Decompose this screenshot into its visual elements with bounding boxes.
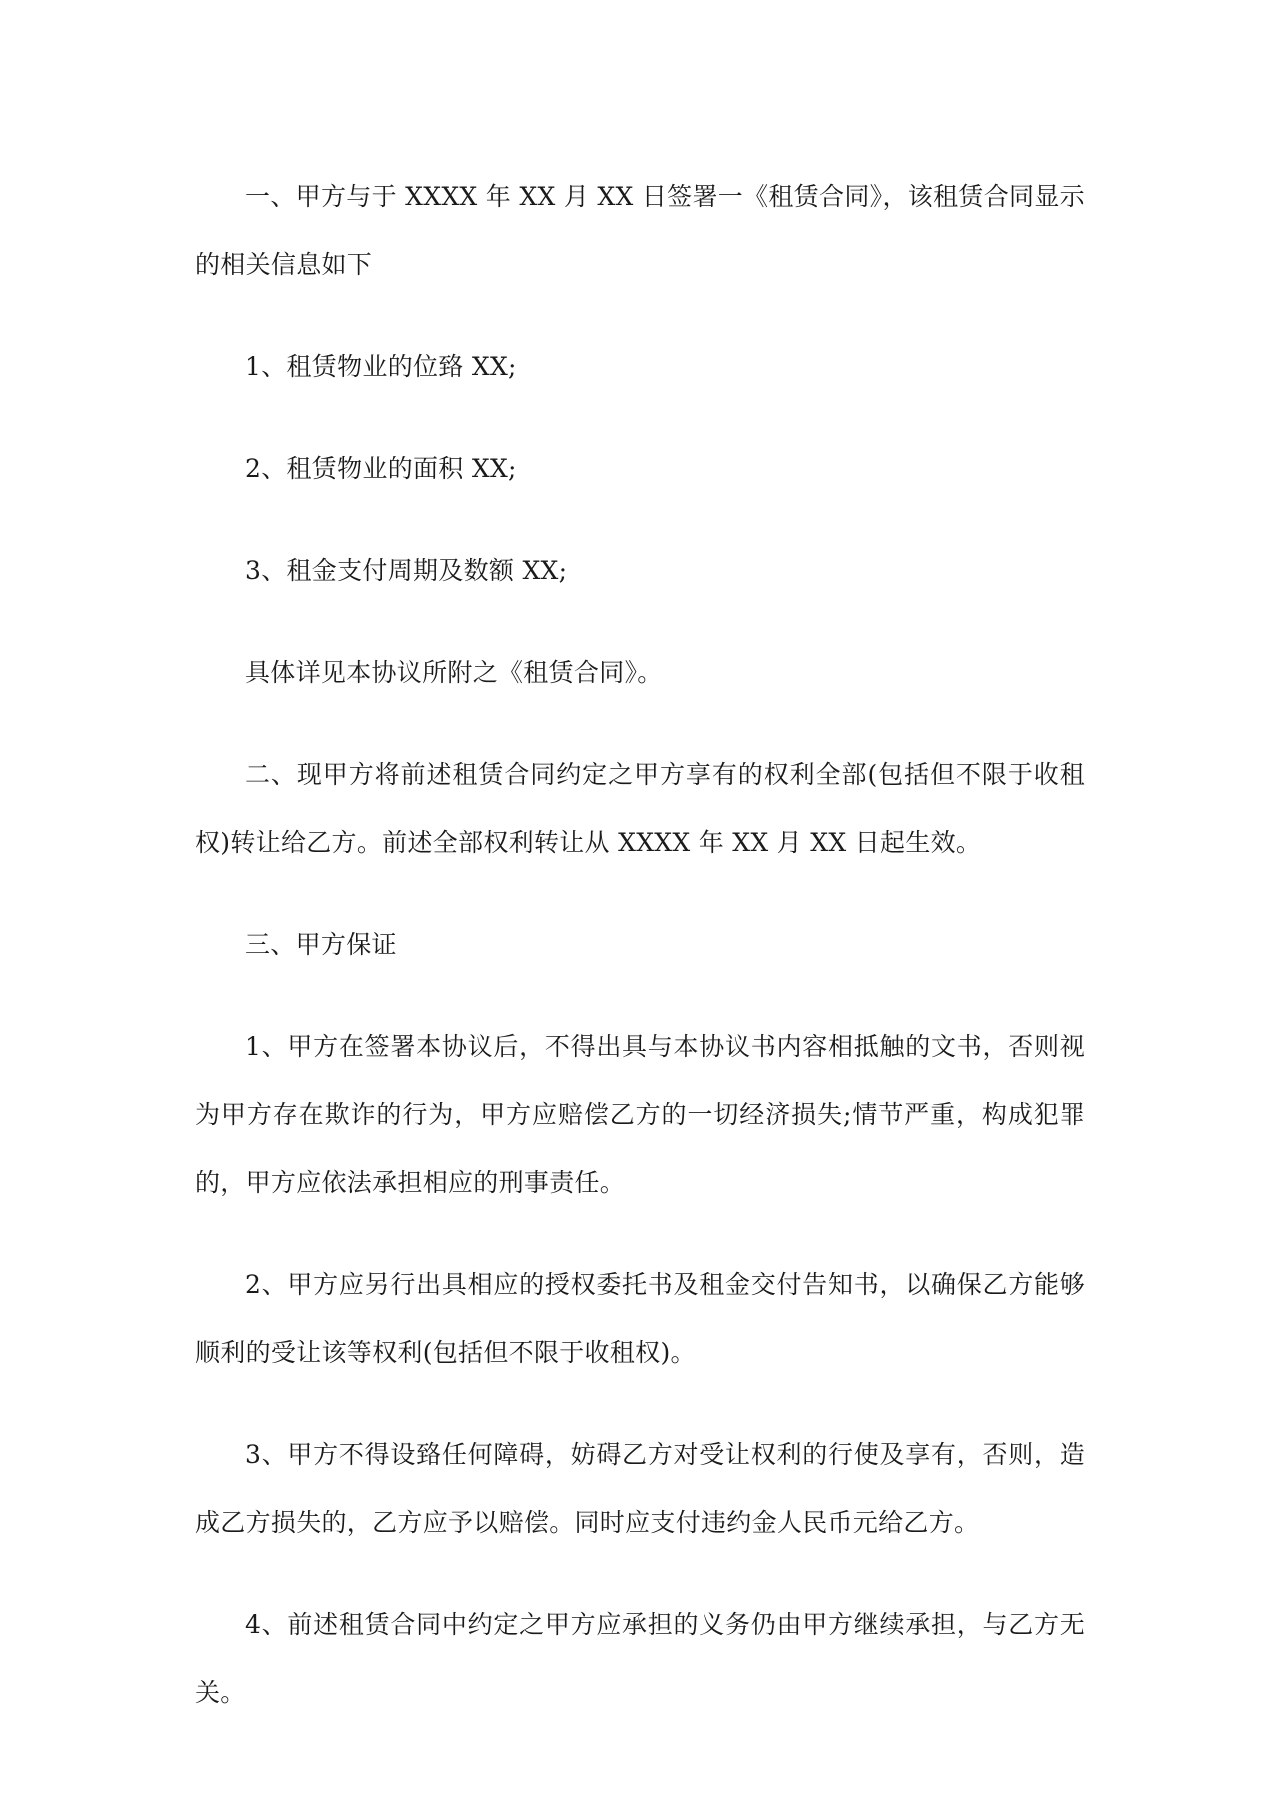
paragraph-8: 1、甲方在签署本协议后，不得出具与本协议书内容相抵触的文书，否则视为甲方存在欺诈的行为，甲方应赔偿乙方的一切经济损失;情节严重，构成犯罪的，甲方应依法承担相应的刑事责任。 (195, 1032, 1085, 1197)
paragraph-7: 三、甲方保证 (245, 930, 397, 959)
paragraph-5: 具体详见本协议所附之《租赁合同》。 (245, 658, 663, 687)
paragraph-1: 一、甲方与于 XXXX 年 XX 月 XX 日签署一《租赁合同》，该租赁合同显示的相关信息如下 (195, 182, 1085, 279)
paragraph-3: 2、租赁物业的面积 XX; (245, 454, 517, 483)
document-body (195, 163, 1085, 1727)
paragraph-6: 二、现甲方将前述租赁合同约定之甲方享有的权利全部(包括但不限于收租权)转让给乙方。前述全部权利转让从 XXXX 年 XX 月 XX 日起生效。 (195, 760, 1085, 857)
paragraph-11: 4、前述租赁合同中约定之甲方应承担的义务仍由甲方继续承担，与乙方无关。 (195, 1610, 1085, 1707)
paragraph-2: 1、租赁物业的位臵 XX; (245, 352, 517, 381)
paragraph-9: 2、甲方应另行出具相应的授权委托书及租金交付告知书，以确保乙方能够顺利的受让该等权利(包括但不限于收租权)。 (195, 1270, 1085, 1367)
paragraph-4: 3、租金支付周期及数额 XX; (245, 556, 568, 585)
paragraph-10: 3、甲方不得设臵任何障碍，妨碍乙方对受让权利的行使及享有，否则，造成乙方损失的，乙方应予以赔偿。同时应支付违约金人民币元给乙方。 (195, 1440, 1085, 1537)
